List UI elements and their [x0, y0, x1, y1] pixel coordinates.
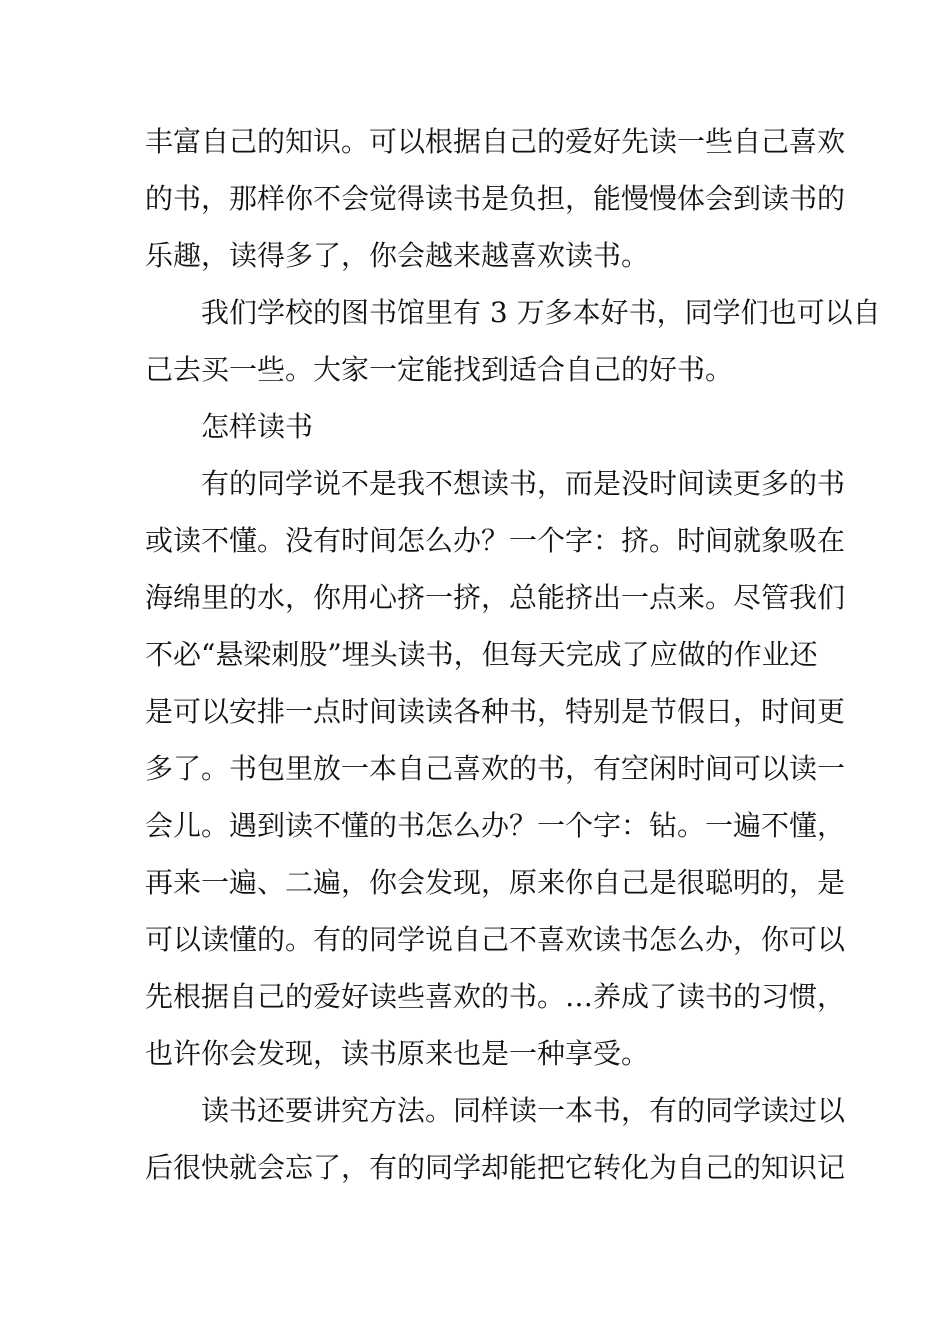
text-line-1: 丰富自己的知识。可以根据自己的爱好先读一些自己喜欢: [145, 125, 846, 158]
text-line-13: 会儿。遇到读不懂的书怎么办？一个字：钻。一遍不懂，: [145, 809, 846, 842]
text-line-17: 也许你会发现，读书原来也是一种享受。: [145, 1037, 650, 1070]
text-line-5: 己去买一些。大家一定能找到适合自己的好书。: [145, 353, 734, 386]
text-line-14: 再来一遍、二遍，你会发现，原来你自己是很聪明的，是: [145, 866, 846, 899]
text-line-11: 是可以安排一点时间读读各种书，特别是节假日，时间更: [145, 695, 846, 728]
text-line-15: 可以读懂的。有的同学说自己不喜欢读书怎么办，你可以: [145, 923, 846, 956]
text-line-9: 海绵里的水，你用心挤一挤，总能挤出一点来。尽管我们: [145, 581, 846, 614]
text-line-7: 有的同学说不是我不想读书，而是没时间读更多的书: [201, 467, 846, 500]
section-heading: 怎样读书: [201, 410, 314, 443]
text-line-3: 乐趣，读得多了，你会越来越喜欢读书。: [145, 239, 650, 272]
text-line-8: 或读不懂。没有时间怎么办？一个字：挤。时间就象吸在: [145, 524, 846, 557]
text-line-19: 后很快就会忘了，有的同学却能把它转化为自己的知识记: [145, 1151, 846, 1184]
text-line-16: 先根据自己的爱好读些喜欢的书。…养成了读书的习惯，: [145, 980, 846, 1013]
text-line-4: 我们学校的图书馆里有 3 万多本好书，同学们也可以自: [201, 296, 881, 329]
text-line-18: 读书还要讲究方法。同样读一本书，有的同学读过以: [201, 1094, 846, 1127]
text-line-10: 不必“悬梁刺股”埋头读书，但每天完成了应做的作业还: [145, 638, 818, 671]
text-line-12: 多了。书包里放一本自己喜欢的书，有空闲时间可以读一: [145, 752, 846, 785]
text-line-2: 的书，那样你不会觉得读书是负担，能慢慢体会到读书的: [145, 182, 846, 215]
